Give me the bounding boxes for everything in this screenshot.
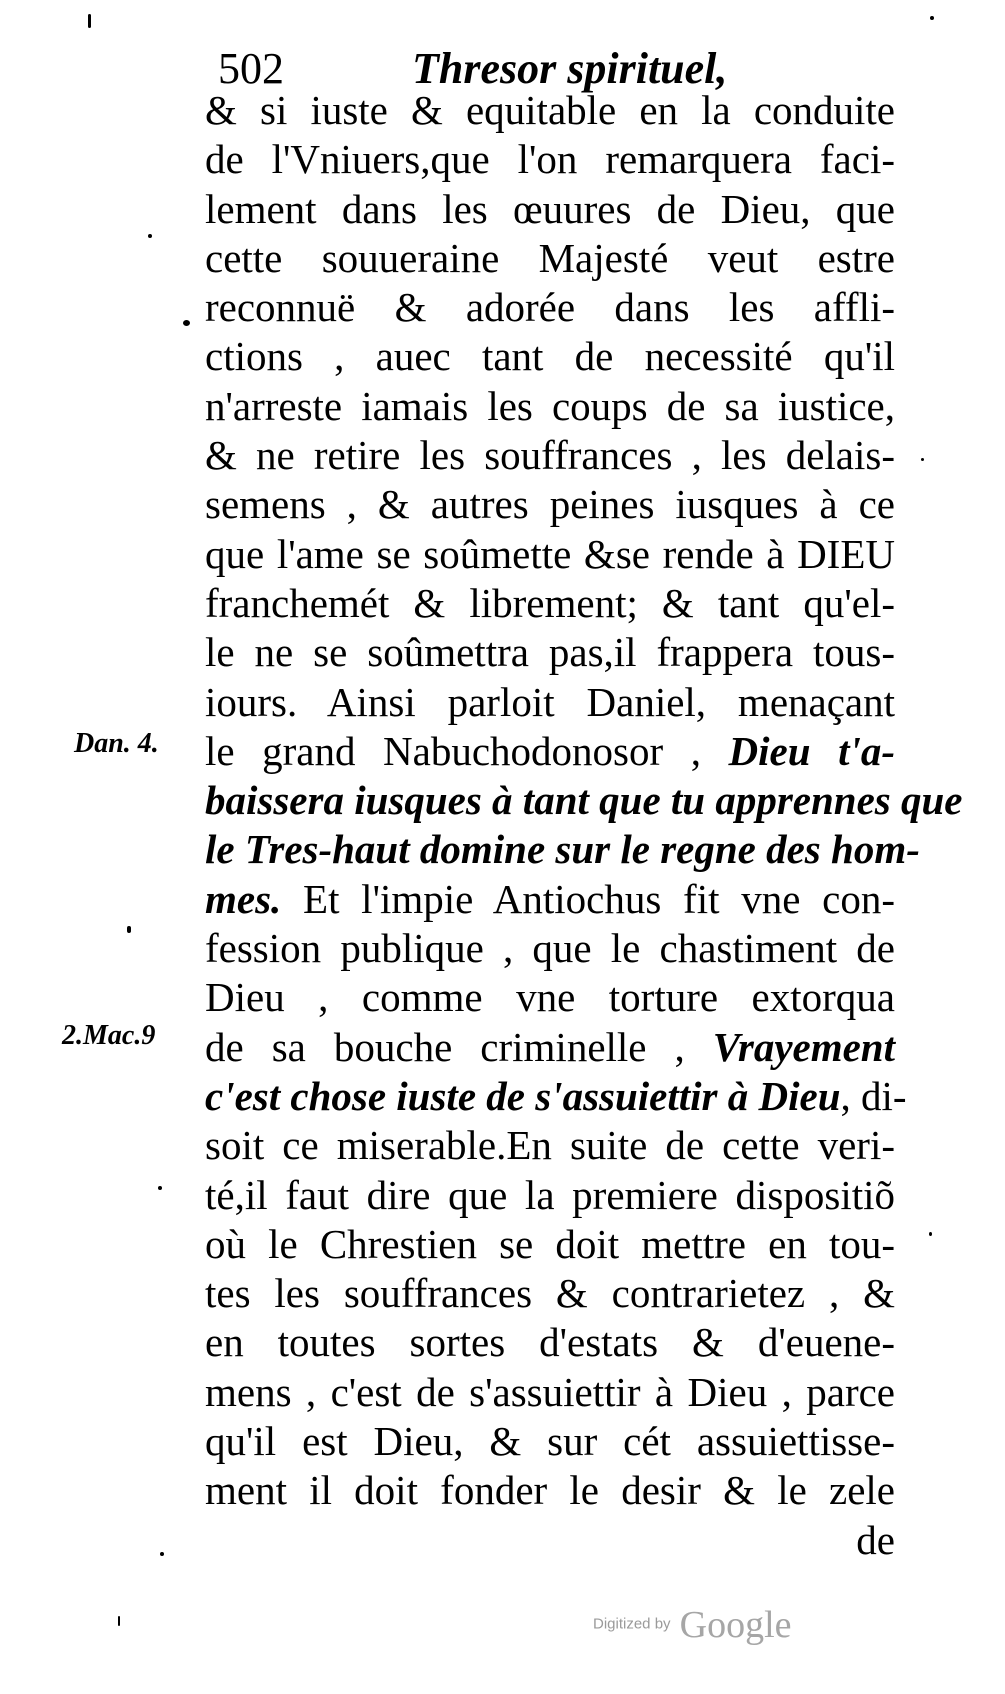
- margin-note-daniel: Dan. 4.: [74, 728, 159, 759]
- text-line: fession publique , que le chastiment de: [205, 925, 895, 972]
- margin-note-maccabees: 2.Mac.9: [62, 1020, 156, 1051]
- text-line: en toutes sortes d'estats & d'euene-: [205, 1319, 895, 1366]
- ink-speck: [158, 1186, 162, 1190]
- ink-speck: [148, 234, 152, 238]
- text-line: [205, 1023, 895, 1072]
- ink-speck: [929, 1232, 932, 1236]
- text-line: de l'Vniuers,que l'on remarquera faci-: [205, 136, 895, 183]
- quotation-italic: mes.: [205, 875, 282, 922]
- running-title: Thresor spirituel,: [412, 44, 728, 93]
- text-span: , di-: [840, 1072, 907, 1119]
- text-line: qu'il est Dieu, & sur cét assuiettisse-: [205, 1418, 895, 1465]
- ink-speck: [118, 1616, 120, 1626]
- text-line: & ne retire les souffrances , les delais-: [205, 432, 895, 479]
- ink-speck: [930, 16, 934, 20]
- text-line: franchemét & librement; & tant qu'el-: [205, 579, 895, 626]
- text-line: que l'ame se soûmette &se rende à DIEU: [205, 530, 895, 577]
- catchword: de: [856, 1516, 895, 1563]
- text-line: reconnuë & adorée dans les affli-: [205, 284, 895, 331]
- ink-speck: [127, 926, 131, 933]
- text-line: [205, 875, 895, 924]
- text-span: Et l'impie Antiochus fit vne con-: [281, 875, 895, 922]
- quotation-italic: c'est chose iuste de s'assuiettir à Dieu: [205, 1072, 841, 1119]
- text-line: ctions , auec tant de necessité qu'il: [205, 333, 895, 380]
- text-line: semens , & autres peines iusques à ce: [205, 481, 895, 528]
- page-number: 502: [218, 44, 284, 93]
- google-logo: Google: [679, 1603, 792, 1646]
- text-span: le grand Nabuchodonosor ,: [205, 727, 729, 774]
- quotation-italic: Vrayement: [712, 1023, 895, 1070]
- text-line: cette souueraine Majesté veut estre: [205, 234, 895, 281]
- text-line: Dieu , comme vne torture extorqua: [205, 974, 895, 1021]
- ink-speck: [921, 458, 924, 461]
- digitized-label: Digitized by: [593, 1615, 671, 1633]
- text-line: où le Chrestien se doit mettre en tou-: [205, 1220, 895, 1267]
- text-line: mens , c'est de s'assuiettir à Dieu , parce: [205, 1368, 895, 1415]
- ink-speck: [160, 1552, 164, 1556]
- text-line: [205, 1072, 907, 1121]
- text-line: tes les souffrances & contrarietez , &: [205, 1270, 895, 1317]
- digitized-by-google-watermark: [593, 1600, 792, 1648]
- text-line: [205, 727, 895, 776]
- ink-speck: [183, 320, 190, 326]
- quotation-italic: baissera iusques à tant que tu apprennes que: [205, 777, 963, 824]
- text-line: & si iuste & equitable en la conduite: [205, 87, 895, 133]
- ink-speck: [88, 14, 91, 28]
- text-span: de sa bouche criminelle ,: [205, 1023, 713, 1070]
- text-line: le ne se soûmettra pas,il frappera tous-: [205, 629, 895, 676]
- body-text: [205, 86, 963, 1565]
- quotation-italic: le Tres-haut domine sur le regne des hom-: [205, 826, 920, 873]
- text-line: n'arreste iamais les coups de sa iustice,: [205, 382, 895, 429]
- text-line: ment il doit fonder le desir & le zele: [205, 1467, 895, 1514]
- text-line: soit ce miserable.En suite de cette veri-: [205, 1122, 895, 1169]
- quotation-italic: Dieu t'a-: [728, 727, 896, 774]
- text-line: [205, 776, 963, 825]
- text-line: té,il faut dire que la premiere dispositiõ: [205, 1171, 895, 1218]
- text-line: iours. Ainsi parloit Daniel, menaçant: [205, 678, 895, 725]
- text-line: lement dans les œuures de Dieu, que: [205, 185, 895, 232]
- text-line: [205, 825, 920, 874]
